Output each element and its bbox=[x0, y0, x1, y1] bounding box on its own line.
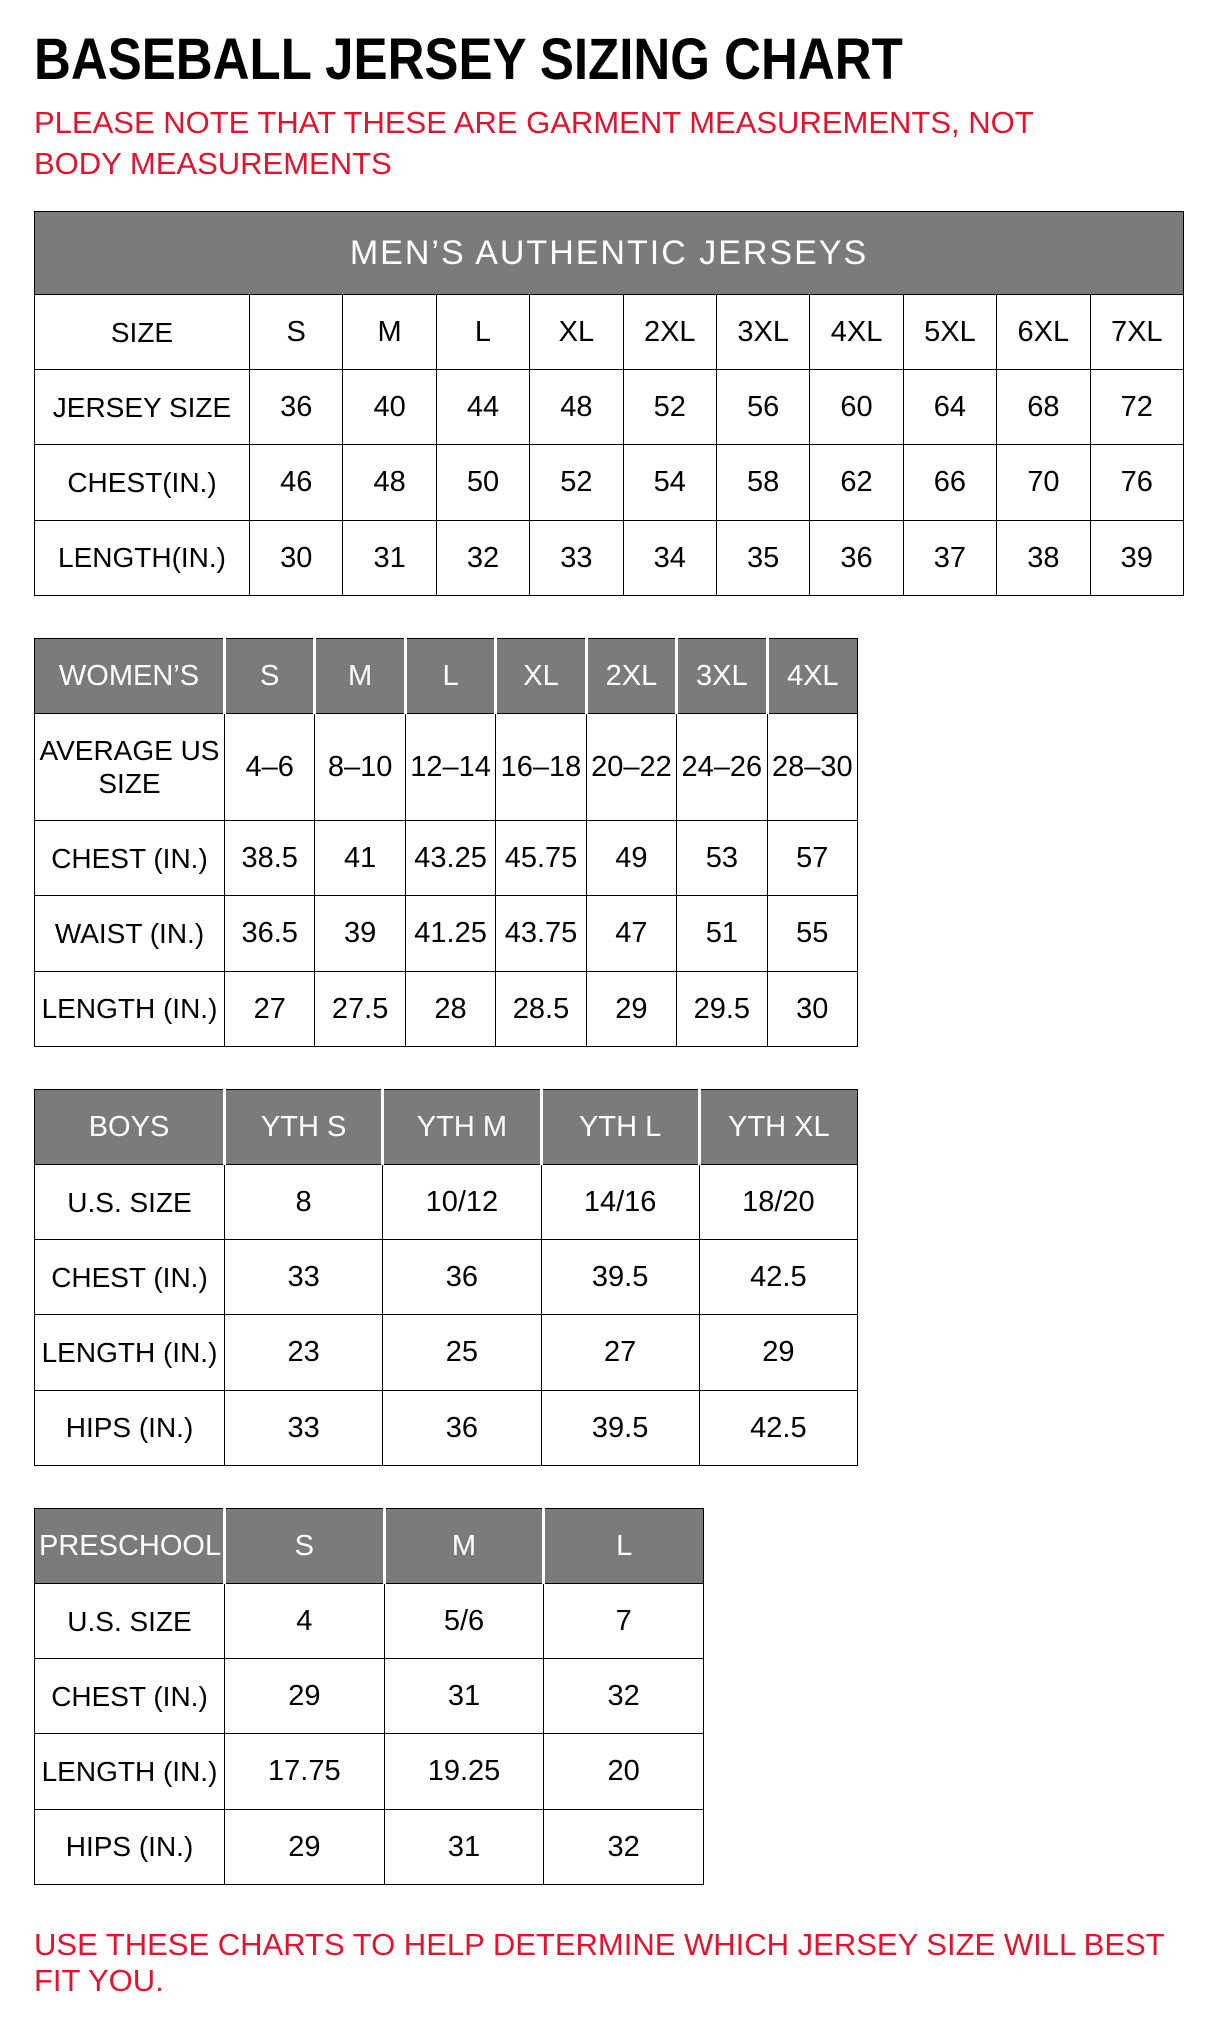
table-cell: 53 bbox=[677, 821, 767, 896]
table-cell: 28 bbox=[405, 971, 495, 1046]
table-cell: L bbox=[436, 294, 529, 369]
table-cell: 48 bbox=[343, 445, 436, 520]
header-cell: XL bbox=[496, 638, 586, 713]
table-cell: 17.75 bbox=[225, 1734, 385, 1809]
table-cell: 10/12 bbox=[383, 1164, 541, 1239]
preschool-hips-row bbox=[35, 1809, 704, 1884]
table-cell: 52 bbox=[530, 445, 623, 520]
row-label: JERSEY SIZE bbox=[35, 370, 250, 445]
table-cell: 7XL bbox=[1090, 294, 1183, 369]
table-cell: 42.5 bbox=[699, 1390, 857, 1465]
womens-length-row bbox=[35, 971, 858, 1046]
table-cell: 36 bbox=[383, 1240, 541, 1315]
table-cell: 43.25 bbox=[405, 821, 495, 896]
boys-header-row bbox=[35, 1089, 858, 1164]
table-cell: 3XL bbox=[716, 294, 809, 369]
header-cell: L bbox=[544, 1508, 704, 1583]
table-cell: 19.25 bbox=[384, 1734, 544, 1809]
header-cell: 3XL bbox=[677, 638, 767, 713]
row-label: SIZE bbox=[35, 294, 250, 369]
table-cell: 12–14 bbox=[405, 714, 495, 821]
row-label: HIPS (IN.) bbox=[35, 1390, 225, 1465]
table-cell: 29 bbox=[586, 971, 676, 1046]
row-label: AVERAGE US SIZE bbox=[35, 714, 225, 821]
boys-table-title: BOYS bbox=[35, 1089, 225, 1164]
boys-sizing-table bbox=[34, 1089, 858, 1466]
table-cell: 25 bbox=[383, 1315, 541, 1390]
table-cell: 32 bbox=[436, 520, 529, 595]
table-cell: 38.5 bbox=[225, 821, 315, 896]
table-cell: 8–10 bbox=[315, 714, 405, 821]
table-cell: 40 bbox=[343, 370, 436, 445]
table-cell: 30 bbox=[250, 520, 343, 595]
table-cell: 38 bbox=[997, 520, 1090, 595]
table-cell: 34 bbox=[623, 520, 716, 595]
table-cell: 32 bbox=[544, 1809, 704, 1884]
table-cell: 55 bbox=[767, 896, 857, 971]
preschool-length-row bbox=[35, 1734, 704, 1809]
table-cell: 33 bbox=[530, 520, 623, 595]
table-cell: 51 bbox=[677, 896, 767, 971]
boys-length-row bbox=[35, 1315, 858, 1390]
table-cell: 45.75 bbox=[496, 821, 586, 896]
preschool-sizing-table bbox=[34, 1508, 704, 1885]
table-cell: 27.5 bbox=[315, 971, 405, 1046]
header-cell: S bbox=[225, 1508, 385, 1583]
table-cell: 43.75 bbox=[496, 896, 586, 971]
table-cell: 76 bbox=[1090, 445, 1183, 520]
fit-advice-footer: USE THESE CHARTS TO HELP DETERMINE WHICH JERSEY SIZE WILL BEST FIT YOU. bbox=[34, 1926, 1165, 1998]
table-cell: 39.5 bbox=[541, 1240, 699, 1315]
header-cell: L bbox=[405, 638, 495, 713]
row-label: CHEST (IN.) bbox=[35, 1659, 225, 1734]
table-cell: 33 bbox=[225, 1390, 383, 1465]
header-cell: M bbox=[315, 638, 405, 713]
row-label: U.S. SIZE bbox=[35, 1164, 225, 1239]
preschool-header-row bbox=[35, 1508, 704, 1583]
row-label: CHEST (IN.) bbox=[35, 821, 225, 896]
table-cell: 56 bbox=[716, 370, 809, 445]
table-cell: 36.5 bbox=[225, 896, 315, 971]
table-cell: 44 bbox=[436, 370, 529, 445]
header-cell: YTH S bbox=[225, 1089, 383, 1164]
header-cell: 4XL bbox=[767, 638, 857, 713]
table-cell: 39 bbox=[315, 896, 405, 971]
table-cell: 31 bbox=[384, 1809, 544, 1884]
table-cell: 47 bbox=[586, 896, 676, 971]
table-cell: 36 bbox=[383, 1390, 541, 1465]
table-cell: 62 bbox=[810, 445, 903, 520]
table-cell: 41 bbox=[315, 821, 405, 896]
table-cell: 24–26 bbox=[677, 714, 767, 821]
table-cell: 29 bbox=[225, 1659, 385, 1734]
table-cell: 23 bbox=[225, 1315, 383, 1390]
table-cell: 39 bbox=[1090, 520, 1183, 595]
table-cell: 20 bbox=[544, 1734, 704, 1809]
table-cell: 64 bbox=[903, 370, 996, 445]
garment-measurement-note: PLEASE NOTE THAT THESE ARE GARMENT MEASUREMENTS, NOT BODY MEASUREMENTS bbox=[34, 105, 1034, 181]
table-cell: 27 bbox=[541, 1315, 699, 1390]
page-title: BASEBALL JERSEY SIZING CHART bbox=[34, 27, 903, 92]
row-label: LENGTH (IN.) bbox=[35, 1315, 225, 1390]
table-cell: 60 bbox=[810, 370, 903, 445]
table-cell: 4XL bbox=[810, 294, 903, 369]
table-cell: 57 bbox=[767, 821, 857, 896]
mens-length-row bbox=[35, 520, 1184, 595]
table-cell: M bbox=[343, 294, 436, 369]
table-cell: 48 bbox=[530, 370, 623, 445]
mens-jersey-size-row bbox=[35, 370, 1184, 445]
table-cell: 29 bbox=[225, 1809, 385, 1884]
boys-chest-row bbox=[35, 1240, 858, 1315]
womens-waist-row bbox=[35, 896, 858, 971]
table-cell: 7 bbox=[544, 1584, 704, 1659]
header-cell: 2XL bbox=[586, 638, 676, 713]
row-label: CHEST (IN.) bbox=[35, 1240, 225, 1315]
table-cell: 36 bbox=[810, 520, 903, 595]
table-cell: 20–22 bbox=[586, 714, 676, 821]
table-cell: 39.5 bbox=[541, 1390, 699, 1465]
table-cell: XL bbox=[530, 294, 623, 369]
table-cell: S bbox=[250, 294, 343, 369]
womens-sizing-table bbox=[34, 638, 858, 1047]
table-cell: 36 bbox=[250, 370, 343, 445]
mens-chest-row bbox=[35, 445, 1184, 520]
preschool-us-size-row bbox=[35, 1584, 704, 1659]
table-cell: 29 bbox=[699, 1315, 857, 1390]
table-cell: 32 bbox=[544, 1659, 704, 1734]
table-cell: 49 bbox=[586, 821, 676, 896]
table-cell: 5/6 bbox=[384, 1584, 544, 1659]
table-cell: 8 bbox=[225, 1164, 383, 1239]
header-cell: M bbox=[384, 1508, 544, 1583]
table-cell: 72 bbox=[1090, 370, 1183, 445]
row-label: U.S. SIZE bbox=[35, 1584, 225, 1659]
table-cell: 52 bbox=[623, 370, 716, 445]
table-cell: 50 bbox=[436, 445, 529, 520]
row-label: LENGTH (IN.) bbox=[35, 971, 225, 1046]
header-cell: YTH XL bbox=[699, 1089, 857, 1164]
table-cell: 5XL bbox=[903, 294, 996, 369]
row-label: WAIST (IN.) bbox=[35, 896, 225, 971]
womens-chest-row bbox=[35, 821, 858, 896]
mens-table-title: MEN’S AUTHENTIC JERSEYS bbox=[35, 211, 1184, 294]
table-cell: 16–18 bbox=[496, 714, 586, 821]
row-label: HIPS (IN.) bbox=[35, 1809, 225, 1884]
mens-size-row bbox=[35, 294, 1184, 369]
table-cell: 31 bbox=[343, 520, 436, 595]
preschool-chest-row bbox=[35, 1659, 704, 1734]
table-cell: 18/20 bbox=[699, 1164, 857, 1239]
mens-sizing-table bbox=[34, 211, 1184, 596]
boys-us-size-row bbox=[35, 1164, 858, 1239]
table-cell: 6XL bbox=[997, 294, 1090, 369]
table-cell: 54 bbox=[623, 445, 716, 520]
womens-table-title: WOMEN’S bbox=[35, 638, 225, 713]
table-cell: 4 bbox=[225, 1584, 385, 1659]
boys-hips-row bbox=[35, 1390, 858, 1465]
table-cell: 4–6 bbox=[225, 714, 315, 821]
table-cell: 30 bbox=[767, 971, 857, 1046]
womens-header-row bbox=[35, 638, 858, 713]
table-cell: 28–30 bbox=[767, 714, 857, 821]
table-cell: 58 bbox=[716, 445, 809, 520]
row-label: LENGTH (IN.) bbox=[35, 1734, 225, 1809]
table-cell: 14/16 bbox=[541, 1164, 699, 1239]
table-cell: 42.5 bbox=[699, 1240, 857, 1315]
table-cell: 46 bbox=[250, 445, 343, 520]
table-cell: 35 bbox=[716, 520, 809, 595]
table-cell: 29.5 bbox=[677, 971, 767, 1046]
header-cell: YTH M bbox=[383, 1089, 541, 1164]
table-cell: 68 bbox=[997, 370, 1090, 445]
table-cell: 2XL bbox=[623, 294, 716, 369]
row-label: LENGTH(IN.) bbox=[35, 520, 250, 595]
table-cell: 27 bbox=[225, 971, 315, 1046]
header-cell: YTH L bbox=[541, 1089, 699, 1164]
table-cell: 37 bbox=[903, 520, 996, 595]
table-cell: 33 bbox=[225, 1240, 383, 1315]
table-cell: 70 bbox=[997, 445, 1090, 520]
header-cell: S bbox=[225, 638, 315, 713]
mens-title-row bbox=[35, 211, 1184, 294]
table-cell: 41.25 bbox=[405, 896, 495, 971]
preschool-table-title: PRESCHOOL bbox=[35, 1508, 225, 1583]
table-cell: 31 bbox=[384, 1659, 544, 1734]
table-cell: 28.5 bbox=[496, 971, 586, 1046]
womens-us-size-row bbox=[35, 714, 858, 821]
table-cell: 66 bbox=[903, 445, 996, 520]
row-label: CHEST(IN.) bbox=[35, 445, 250, 520]
